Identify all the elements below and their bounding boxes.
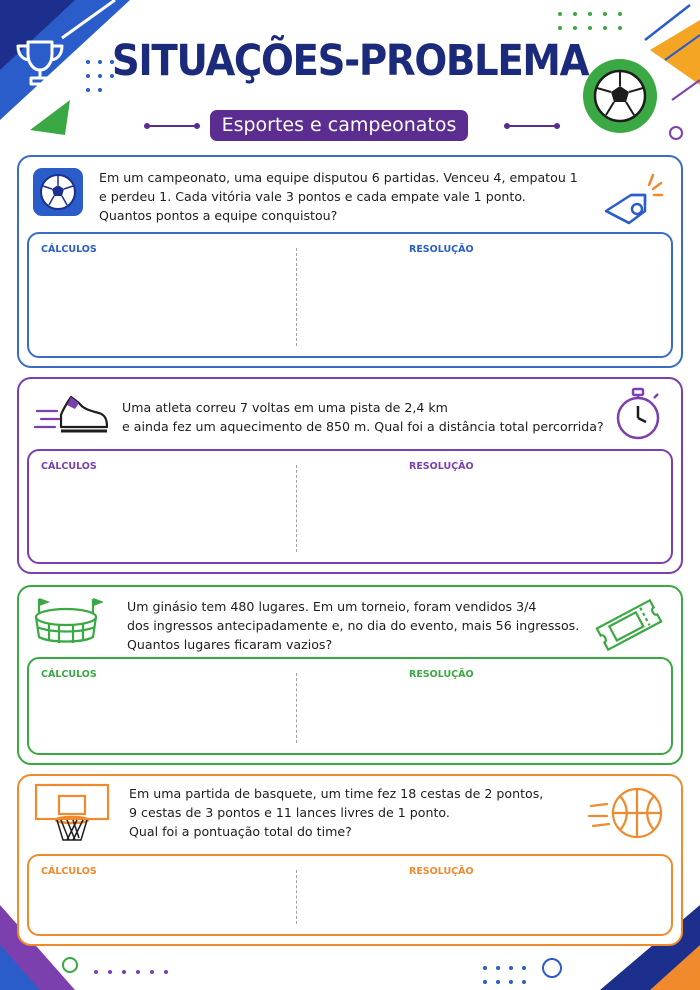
divider	[296, 248, 297, 346]
divider	[296, 465, 297, 552]
basketball-icon	[587, 784, 669, 842]
answer-area	[27, 449, 673, 564]
answer-area	[27, 657, 673, 755]
problem-line: Uma atleta correu 7 voltas em uma pista de 2,4 km	[122, 400, 448, 415]
divider	[296, 870, 297, 924]
stadium-icon	[31, 595, 103, 647]
page-title: SITUAÇÕES-PROBLEMA	[111, 36, 589, 86]
problem-line: 9 cestas de 3 pontos e 11 lances livres de 1 ponto.	[129, 805, 450, 820]
resolution-label: RESOLUÇÃO	[409, 244, 474, 255]
calc-label: CÁLCULOS	[41, 461, 97, 472]
problem-card-2	[17, 377, 683, 574]
problem-text	[99, 168, 578, 225]
answer-area	[27, 854, 673, 936]
problem-line: Um ginásio tem 480 lugares. Em um torneio, foram vendidos 3/4	[127, 599, 537, 614]
problem-line: e perdeu 1. Cada vitória vale 3 pontos e cada empate vale 1 ponto.	[99, 189, 526, 204]
divider	[296, 673, 297, 743]
answer-area	[27, 232, 673, 358]
problem-text	[129, 784, 543, 841]
page-subtitle: Esportes e campeonatos	[210, 110, 468, 141]
problem-text	[127, 597, 579, 654]
problem-line: Quantos pontos a equipe conquistou?	[99, 208, 338, 223]
problem-line: dos ingressos antecipadamente e, no dia do evento, mais 56 ingressos.	[127, 618, 580, 633]
calc-label: CÁLCULOS	[41, 244, 97, 255]
stopwatch-icon	[612, 384, 664, 442]
ticket-icon	[593, 597, 665, 653]
resolution-label: RESOLUÇÃO	[409, 461, 474, 472]
problem-card-3	[17, 585, 683, 765]
problem-text	[122, 398, 604, 436]
basketball-hoop-icon	[33, 782, 113, 846]
problem-line: Quantos lugares ficaram vazios?	[127, 637, 333, 652]
running-shoe-icon	[33, 387, 111, 439]
problem-line: Em um campeonato, uma equipe disputou 6 partidas. Venceu 4, empatou 1	[99, 170, 578, 185]
calc-label: CÁLCULOS	[41, 669, 97, 680]
resolution-label: RESOLUÇÃO	[409, 669, 474, 680]
problem-line: Em uma partida de basquete, um time fez 18 cestas de 2 pontos,	[129, 786, 544, 801]
problem-line: Qual foi a pontuação total do time?	[129, 824, 352, 839]
soccer-ball-icon	[32, 167, 84, 217]
problem-line: e ainda fez um aquecimento de 850 m. Qual foi a distância total percorrida?	[122, 419, 604, 434]
whistle-icon	[601, 171, 663, 229]
calc-label: CÁLCULOS	[41, 866, 97, 877]
resolution-label: RESOLUÇÃO	[409, 866, 474, 877]
problem-card-1	[17, 155, 683, 368]
problem-card-4	[17, 774, 683, 946]
